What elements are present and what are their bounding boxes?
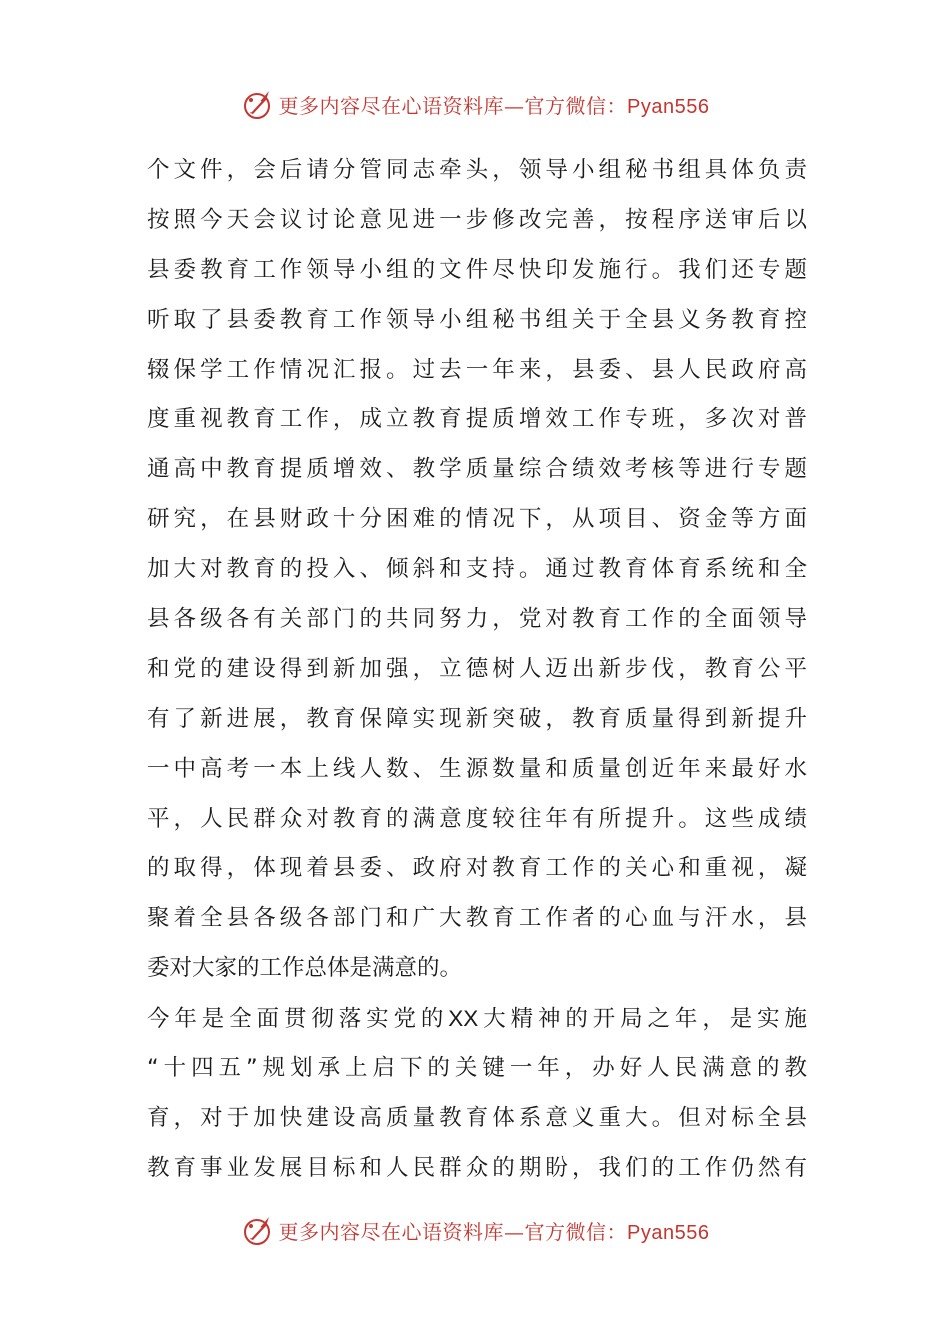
text-line: 个文件，会后请分管同志牵头，领导小组秘书组具体负责 — [147, 157, 807, 183]
document-body — [147, 146, 807, 1194]
text-line: 聚着全县各级各部门和广大教育工作者的心血与汗水，县 — [147, 905, 807, 932]
text-line: 县各级各有关部门的共同努力，党对教育工作的全面领导 — [147, 606, 807, 633]
text-line: 听取了县委教育工作领导小组秘书组关于全县义务教育控 — [147, 306, 807, 333]
quill-pen-icon — [241, 1213, 275, 1247]
watermark-banner-bottom — [0, 1210, 950, 1250]
xx-placeholder: XX — [448, 1006, 479, 1032]
paragraph-start-line: 今年是全面贯彻落实党的XX大精神的开局之年，是实施 — [147, 1006, 807, 1033]
wechat-id: Pyan556 — [627, 95, 710, 118]
watermark-text: 更多内容尽在心语资料库—官方微信：Pyan556 — [278, 1219, 710, 1244]
text-line: 县委教育工作领导小组的文件尽快印发施行。我们还专题 — [147, 256, 807, 283]
text-line: “十四五”规划承上启下的关键一年，办好人民满意的教 — [147, 1055, 807, 1082]
text-line: 加大对教育的投入、倾斜和支持。通过教育体育系统和全 — [147, 556, 807, 583]
text-line: 辍保学工作情况汇报。过去一年来，县委、县人民政府高 — [147, 356, 807, 383]
wechat-id: Pyan556 — [627, 1221, 710, 1244]
text-line: 一中高考一本上线人数、生源数量和质量创近年来最好水 — [147, 755, 807, 782]
watermark-text: 更多内容尽在心语资料库—官方微信：Pyan556 — [278, 93, 710, 118]
text-line: 研究，在县财政十分困难的情况下，从项目、资金等方面 — [147, 506, 807, 533]
quill-pen-icon — [241, 87, 275, 121]
text-line: 教育事业发展目标和人民群众的期盼，我们的工作仍然有 — [147, 1154, 807, 1181]
paragraph-end-line: 委对大家的工作总体是满意的。 — [147, 955, 463, 982]
text-line: 平，人民群众对教育的满意度较往年有所提升。这些成绩 — [147, 805, 807, 832]
text-line: 度重视教育工作，成立教育提质增效工作专班，多次对普 — [147, 406, 807, 433]
text-line: 育，对于加快建设高质量教育体系意义重大。但对标全县 — [147, 1104, 807, 1131]
watermark-banner-top — [0, 84, 950, 124]
text-line: 通高中教育提质增效、教学质量综合绩效考核等进行专题 — [147, 456, 807, 483]
text-line: 的取得，体现着县委、政府对教育工作的关心和重视，凝 — [147, 855, 807, 882]
text-line: 有了新进展，教育保障实现新突破，教育质量得到新提升 — [147, 705, 807, 732]
text-line: 和党的建设得到新加强，立德树人迈出新步伐，教育公平 — [147, 655, 807, 682]
text-line: 按照今天会议讨论意见进一步修改完善，按程序送审后以 — [147, 206, 807, 233]
